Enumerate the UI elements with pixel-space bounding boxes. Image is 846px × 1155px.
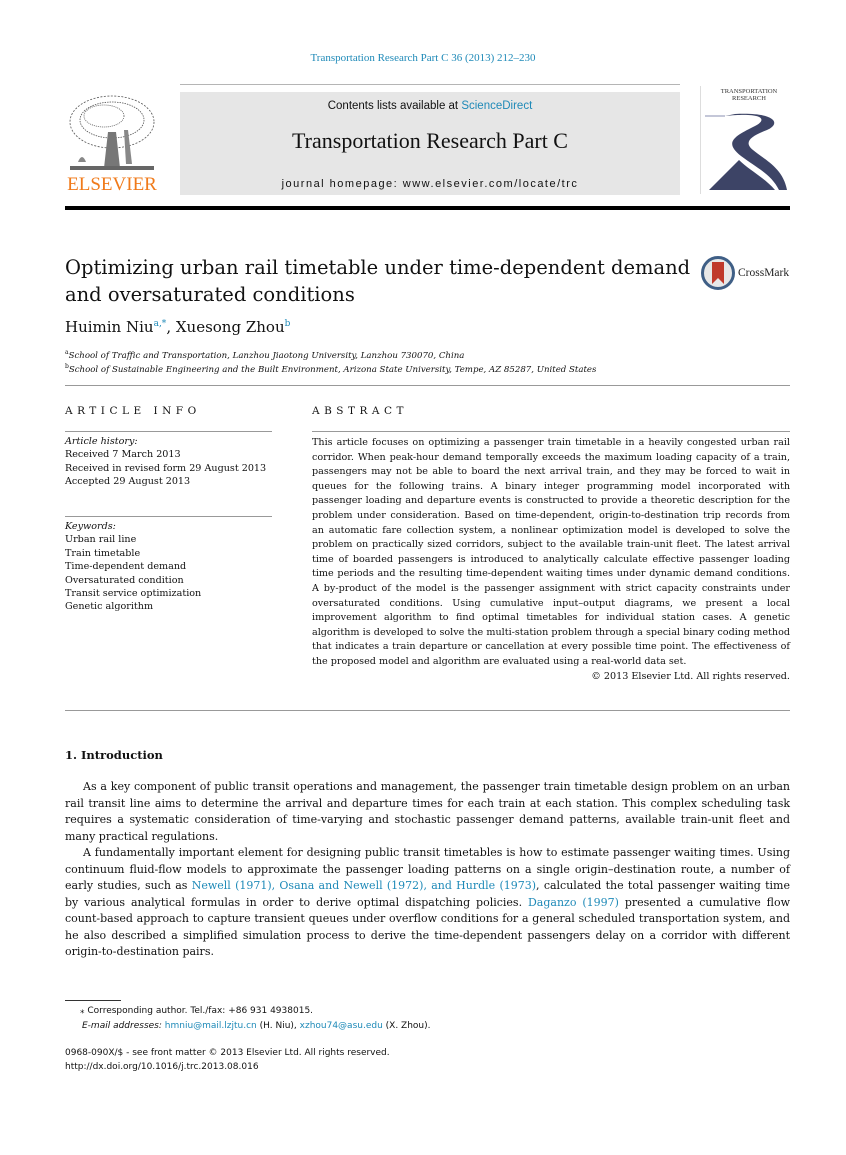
email-link[interactable]: hmniu@mail.lzjtu.cn — [164, 1021, 257, 1031]
cover-title-line2: RESEARCH — [732, 95, 766, 102]
journal-homepage[interactable]: journal homepage: www.elsevier.com/locate/trc — [281, 178, 579, 190]
journal-cover[interactable] — [700, 86, 791, 194]
corresponding-author-note: ⁎ Corresponding author. Tel./fax: +86 931 4938015. — [80, 1006, 314, 1016]
road-icon — [705, 112, 789, 192]
affiliation-text: School of Sustainable Engineering and the Built Environment, Arizona State University, Tempe, AZ 85287, United States — [68, 364, 597, 375]
citation-link[interactable]: Daganzo (1997) — [527, 895, 619, 909]
author-list — [65, 318, 290, 336]
crossmark-label: CrossMark — [738, 267, 790, 279]
article-info-heading: ARTICLE INFO — [65, 405, 201, 417]
journal-masthead — [180, 92, 680, 195]
affiliation-b — [65, 363, 596, 375]
keywords — [65, 520, 273, 614]
journal-title: Transportation Research Part C — [292, 128, 568, 153]
section-heading-introduction: 1. Introduction — [65, 748, 163, 762]
author-separator: , — [166, 318, 176, 336]
author-name[interactable]: Huimin Niu — [65, 318, 154, 336]
paragraph-text: , calculated the total passenger waiting time by various analytical formulas in order to derive optimal dispatching policies. — [65, 879, 790, 909]
author-affiliation-mark[interactable]: a,* — [153, 319, 167, 329]
author-affiliation-mark[interactable]: b — [284, 319, 291, 329]
history-item: Received 7 March 2013 — [65, 449, 181, 461]
history-item: Accepted 29 August 2013 — [65, 476, 191, 488]
elsevier-wordmark: ELSEVIER — [67, 174, 157, 195]
paragraph: As a key component of public transit operations and management, the passenger train timetable design problem on an urban rail transit line aims to determine the arrival and departure times for each train at each station. This complex scheduling task requires a systematic consideration of time-varying and stochastic passenger demand patterns, available train-unit fleet and many practical regulations. — [65, 780, 790, 843]
issn-line: 0968-090X/$ - see front matter © 2013 Elsevier Ltd. All rights reserved. — [65, 1048, 390, 1058]
tree-icon — [64, 92, 160, 174]
header-thick-rule — [65, 206, 790, 210]
abstract-bottom-divider — [65, 710, 790, 711]
email-link[interactable]: xzhou74@asu.edu — [299, 1021, 383, 1031]
abstract — [312, 436, 790, 684]
paragraph-text: presented a cumulative flow count-based approach to capture transient queues under overflow conditions for a general scheduled transportation system, and he also described a simplified simulation process to derive the time-dependent passengers delay on a corridor with different origin-to-destination pairs. — [65, 895, 790, 958]
cover-title — [709, 88, 789, 102]
citation-link[interactable]: Newell (1971), Osana and Newell (1972), and Hurdle (1973) — [191, 879, 537, 892]
keywords-divider — [65, 516, 272, 517]
journal-reference[interactable]: Transportation Research Part C 36 (2013) 212–230 — [310, 52, 536, 64]
email-owner: (X. Zhou). — [382, 1021, 431, 1031]
sciencedirect-link[interactable]: ScienceDirect — [461, 100, 533, 112]
article-history — [65, 435, 273, 489]
abstract-heading: ABSTRACT — [312, 405, 409, 417]
email-addresses — [82, 1019, 431, 1034]
affiliation-text: School of Traffic and Transportation, Lanzhou Jiaotong University, Lanzhou 730070, China — [68, 350, 465, 361]
affiliation-mark: b — [65, 363, 69, 370]
abstract-text: This article focuses on optimizing a passenger train timetable in a heavily congested urban rail corridor. When peak-hour demand temporally exceeds the maximum loading capacity of a train, passengers may not be able to board the next arrival train, and they may be forced to wait in queues for the following trains. A binary integer programming model incorporated with passenger loading and departure events is constructed to provide a theoretic description for the problem under consideration. Based on time-dependent, origin-to-destination trip records from an automatic fare collection system, a nonlinear optimization model is developed to solve the problem on practically sized corridors, subject to the available train-unit fleet. The latest arrival time of boarded passengers is introduced to analytically calculate effective passenger loading time periods and the resulting time-dependent waiting times under dynamic demand conditions. A by-product of the model is the passenger assignment with strict capacity constraints under oversaturated conditions. Using cumulative input–output diagrams, we present a local improvement algorithm to find optimal timetables for individual station cases. A genetic algorithm is developed to solve the multi-station problem through a special binary coding method that indicates a train departure or cancellation at every possible time point. The effectiveness of the proposed model and algorithm are evaluated using a real-world data set. — [312, 437, 790, 667]
author-name[interactable]: Xuesong Zhou — [175, 318, 285, 336]
keyword: Train timetable — [65, 547, 141, 559]
abstract-copyright: © 2013 Elsevier Ltd. All rights reserved. — [591, 670, 790, 682]
crossmark-icon — [701, 256, 735, 290]
affiliation-a — [65, 349, 464, 361]
title-divider — [65, 385, 790, 386]
cover-title-line1: TRANSPORTATION — [720, 88, 778, 95]
history-label: Article history: — [65, 436, 138, 447]
paper-title: Optimizing urban rail timetable under time-dependent demand and oversaturated conditions — [65, 256, 691, 306]
paragraph — [65, 845, 790, 961]
doi-link[interactable]: http://dx.doi.org/10.1016/j.trc.2013.08.016 — [65, 1062, 259, 1072]
elsevier-logo[interactable] — [64, 92, 160, 196]
email-owner: (H. Niu), — [256, 1021, 300, 1031]
keyword: Oversaturated condition — [65, 574, 184, 586]
paragraph-text: A fundamentally important element for designing public transit timetables is how to estimate passenger waiting times. Using continuum fluid-flow models to approximate the passenger loading patterns on a single origin–destination route, a number of early studies, such as — [65, 846, 790, 892]
history-item: Received in revised form 29 August 2013 — [65, 462, 267, 474]
introduction-body — [65, 779, 790, 961]
footnote-rule — [65, 1000, 121, 1001]
contents-prefix: Contents lists available at — [327, 100, 462, 112]
keyword: Urban rail line — [65, 534, 137, 546]
email-label: E-mail addresses: — [82, 1021, 165, 1031]
crossmark-badge[interactable] — [701, 256, 796, 292]
contents-line — [180, 100, 680, 112]
keywords-label: Keywords: — [65, 521, 116, 532]
article-info-divider — [65, 431, 272, 432]
affiliation-mark: a — [65, 349, 69, 356]
keyword: Transit service optimization — [65, 588, 202, 600]
header-divider — [180, 84, 680, 85]
abstract-divider — [312, 431, 790, 432]
keyword: Genetic algorithm — [65, 601, 154, 613]
keyword: Time-dependent demand — [65, 561, 187, 573]
